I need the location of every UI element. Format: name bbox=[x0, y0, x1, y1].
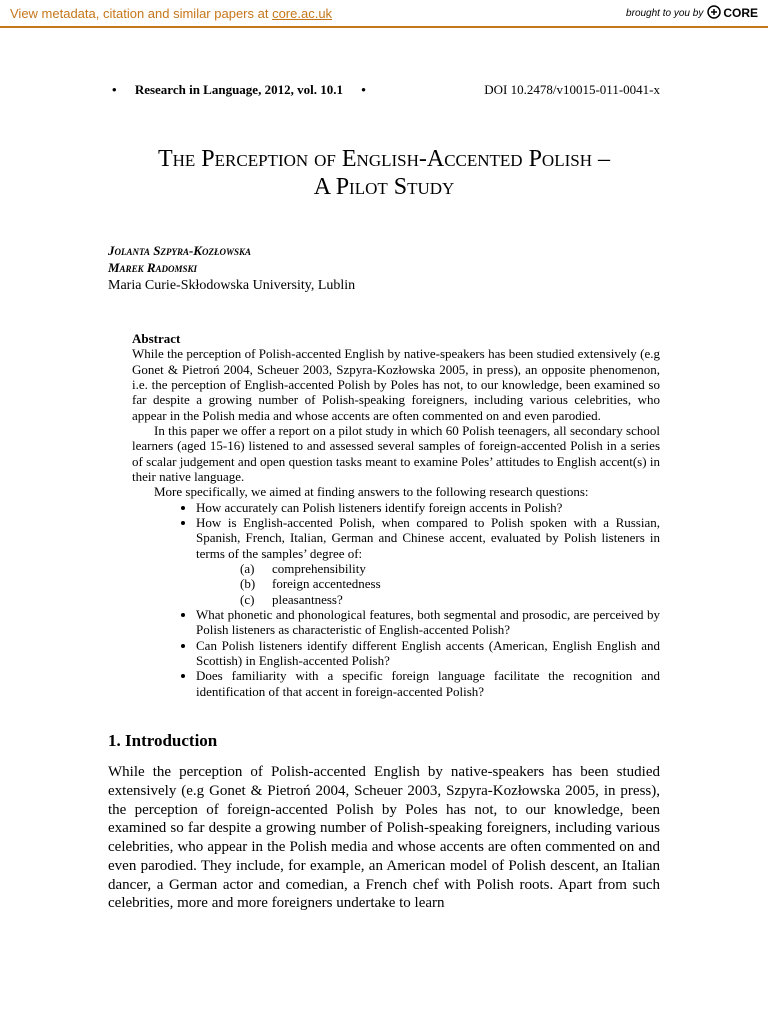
core-brand-container bbox=[626, 5, 758, 22]
sublist-text-b: foreign accentedness bbox=[272, 576, 381, 592]
intro-paragraph: While the perception of Polish-accented English by native-speakers has been studied extensively (e.g Gonet & Pietroń 2004, Scheuer 2003, Szpyra-Kozłowska 2005, in press), the perception of foreign-accented Polish by Poles has not, to our knowledge, been examined so far despite a growing number of Polish-speaking foreigners, including various celebrities, who appear in the Polish media and whose accents are often commented on and even parodied. They include, for example, an American model of Polish descent, an Italian dancer, a German actor and comedian, a French chef with Polish roots. Apart from such celebrities, more and more foreigners undertake to learn bbox=[108, 764, 660, 912]
author-block bbox=[108, 243, 660, 295]
introduction-section bbox=[108, 731, 660, 913]
core-logo-icon bbox=[707, 5, 721, 22]
sublist-label-a: (a) bbox=[240, 561, 255, 577]
sublist-text-c: pleasantness? bbox=[272, 591, 343, 607]
author-university: Maria Curie-Skłodowska University, Lublin bbox=[108, 277, 356, 293]
content-area bbox=[108, 82, 660, 913]
core-logo-text: CORE bbox=[723, 6, 758, 20]
abstract-title: Abstract bbox=[132, 331, 181, 347]
abstract-paragraph-1: While the perception of Polish-accented English by native-speakers has been studied extensively (e.g Gonet & Pietroń 2004, Scheuer 2003, Szpyra-Kozłowska 2005, in press), an opposite phenomenon, i.e. the perception of English-accented Polish by Poles has not, to our knowledge, been examined so far despite a growing number of Polish-speaking foreigners, including various celebrities, who appear in the Polish media and whose accents are often commented on and even parodied. bbox=[132, 346, 660, 423]
bullet-icon: • bbox=[361, 82, 366, 97]
journal-header bbox=[108, 82, 660, 98]
journal-name: Research in Language, 2012, vol. 10.1 bbox=[134, 82, 343, 97]
author-name-1: Jolanta Szpyra-Kozłowska bbox=[108, 243, 251, 259]
title-line-2: A Pilot Study bbox=[313, 173, 455, 200]
core-link[interactable]: core.ac.uk bbox=[272, 5, 333, 21]
research-question-2-container bbox=[196, 515, 660, 607]
abstract-paragraph-3: More specifically, we aimed at finding answers to the following research questions: bbox=[154, 484, 589, 500]
sublist-label-c: (c) bbox=[240, 591, 255, 607]
intro-title: 1. Introduction bbox=[108, 731, 218, 751]
brought-to-you-text: brought to you by bbox=[626, 7, 704, 19]
research-questions-list bbox=[132, 500, 660, 699]
abstract-section bbox=[108, 331, 660, 699]
research-question-5: • Does familiarity with a specific foreign language facilitate the recognition and identification of that accent in foreign-accented Polish? bbox=[196, 668, 660, 699]
doi-text: DOI 10.2478/v10015-011-0041-x bbox=[484, 82, 660, 97]
core-banner bbox=[0, 0, 768, 28]
research-question-2-sublist bbox=[196, 561, 660, 607]
core-metadata-container bbox=[10, 6, 332, 21]
research-question-2: How is English-accented Polish, when compared to Polish spoken with a Russian, Spanish, French, Italian, German and Chinese accent, evaluated by Polish listeners in terms of the samples’ degree of: bbox=[196, 515, 660, 561]
sublist-item-a bbox=[240, 561, 660, 576]
title-line-1: The Perception of English-Accented Polish – bbox=[157, 146, 610, 172]
sublist-item-c bbox=[240, 592, 660, 607]
sublist-item-b bbox=[240, 576, 660, 591]
abstract-paragraph-2: In this paper we offer a report on a pilot study in which 60 Polish teenagers, all secondary school learners (aged 15-16) listened to and assessed several samples of foreign-accented Polish in a series of scalar judgement and open question tasks meant to examine Poles’ attitudes to English accent(s) in their native language. bbox=[132, 423, 660, 485]
sublist-label-b: (b) bbox=[240, 576, 256, 592]
sublist-text-a: comprehensibility bbox=[272, 561, 366, 577]
research-question-4: • Can Polish listeners identify different English accents (American, English English and Scottish) in English-accented Polish? bbox=[196, 638, 660, 669]
research-question-3: • What phonetic and phonological features, both segmental and prosodic, are perceived by Polish listeners as characteristic of English-accented Polish? bbox=[196, 607, 660, 638]
paper-title bbox=[108, 146, 660, 201]
journal-info bbox=[108, 82, 366, 98]
metadata-text: View metadata, citation and similar papers at bbox=[10, 5, 273, 21]
author-name-2: Marek Radomski bbox=[108, 260, 198, 276]
bullet-icon: • bbox=[112, 82, 117, 97]
research-question-1: • How accurately can Polish listeners identify foreign accents in Polish? bbox=[196, 500, 660, 515]
